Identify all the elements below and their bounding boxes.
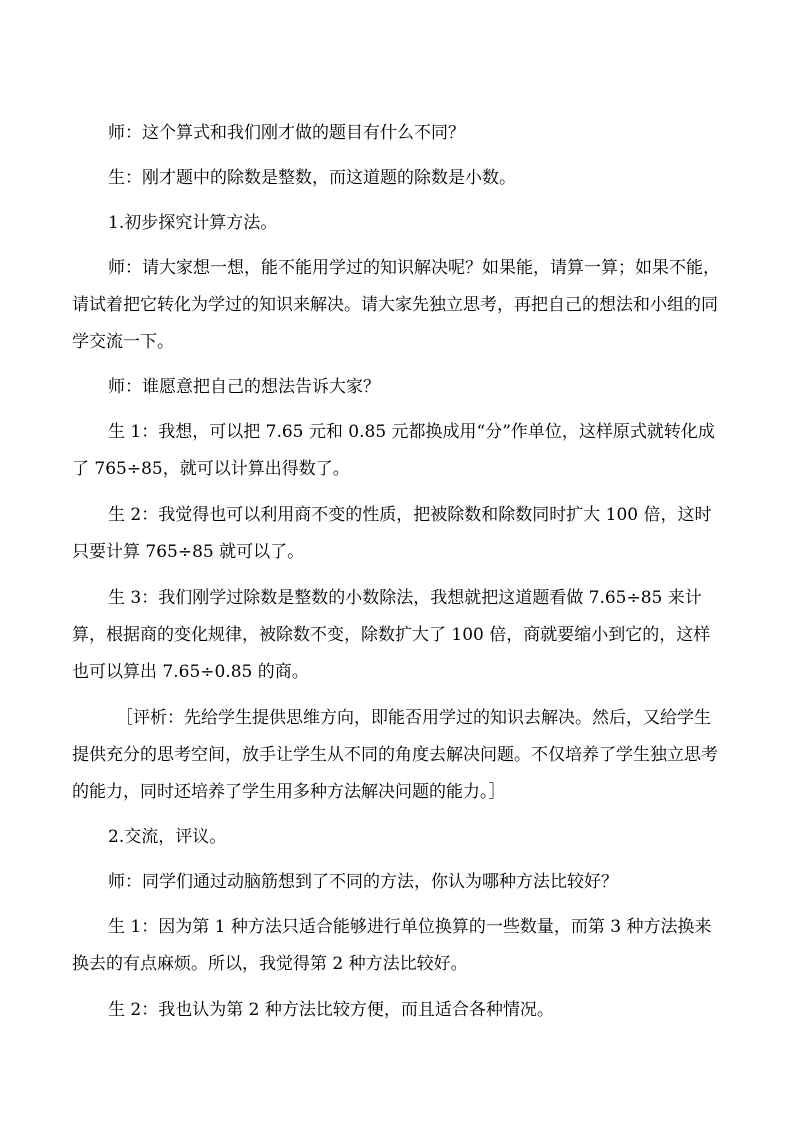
section-heading-discussion: 2.交流，评议。 <box>108 827 227 847</box>
paragraph-teacher-compare: 师：同学们通过动脑筋想到了不同的方法，你认为哪种方法比较好？ <box>108 872 618 892</box>
paragraph-student-3-method: 生 3：我们刚学过除数是整数的小数除法，我想就把这道题看做 7.65÷85 来计算，根据商的变化规律，被除数不变，除数扩大了 100 倍，商就要缩小到它的，这样也可以算出 7.65÷0.85 的商。 <box>72 588 711 682</box>
paragraph-commentary: ［评析：先给学生提供思维方向，即能否用学过的知识去解决。然后，又给学生提供充分的思考空间，放手让学生从不同的角度去解决问题。不仅培养了学生独立思考的能力，同时还培养了学生用多种方法解决问题的能力。］ <box>72 708 718 802</box>
paragraph-student-answer: 生：刚才题中的除数是整数，而这道题的除数是小数。 <box>108 168 516 188</box>
paragraph-teacher-question: 师：这个算式和我们刚才做的题目有什么不同？ <box>108 123 465 143</box>
paragraph-student-1-method: 生 1：我想，可以把 7.65 元和 0.85 元都换成用“分”作单位，这样原式就转化成了 765÷85，就可以计算出得数了。 <box>72 422 715 479</box>
paragraph-student-2-method: 生 2：我觉得也可以利用商不变的性质，把被除数和除数同时扩大 100 倍，这时只要计算 765÷85 就可以了。 <box>72 505 712 562</box>
paragraph-student-2-opinion: 生 2：我也认为第 2 种方法比较方便，而且适合各种情况。 <box>108 1000 554 1020</box>
paragraph-student-1-opinion: 生 1：因为第 1 种方法只适合能够进行单位换算的一些数量，而第 3 种方法换来换去的有点麻烦。所以，我觉得第 2 种方法比较好。 <box>72 917 712 974</box>
paragraph-teacher-invite: 师：谁愿意把自己的想法告诉大家？ <box>108 377 380 397</box>
section-heading-initial-exploration: 1.初步探究计算方法。 <box>108 213 278 233</box>
paragraph-teacher-instruction: 师：请大家想一想，能不能用学过的知识解决呢？如果能，请算一算；如果不能，请试着把它转化为学过的知识来解决。请大家先独立思考，再把自己的想法和小组的同学交流一下。 <box>72 258 720 352</box>
